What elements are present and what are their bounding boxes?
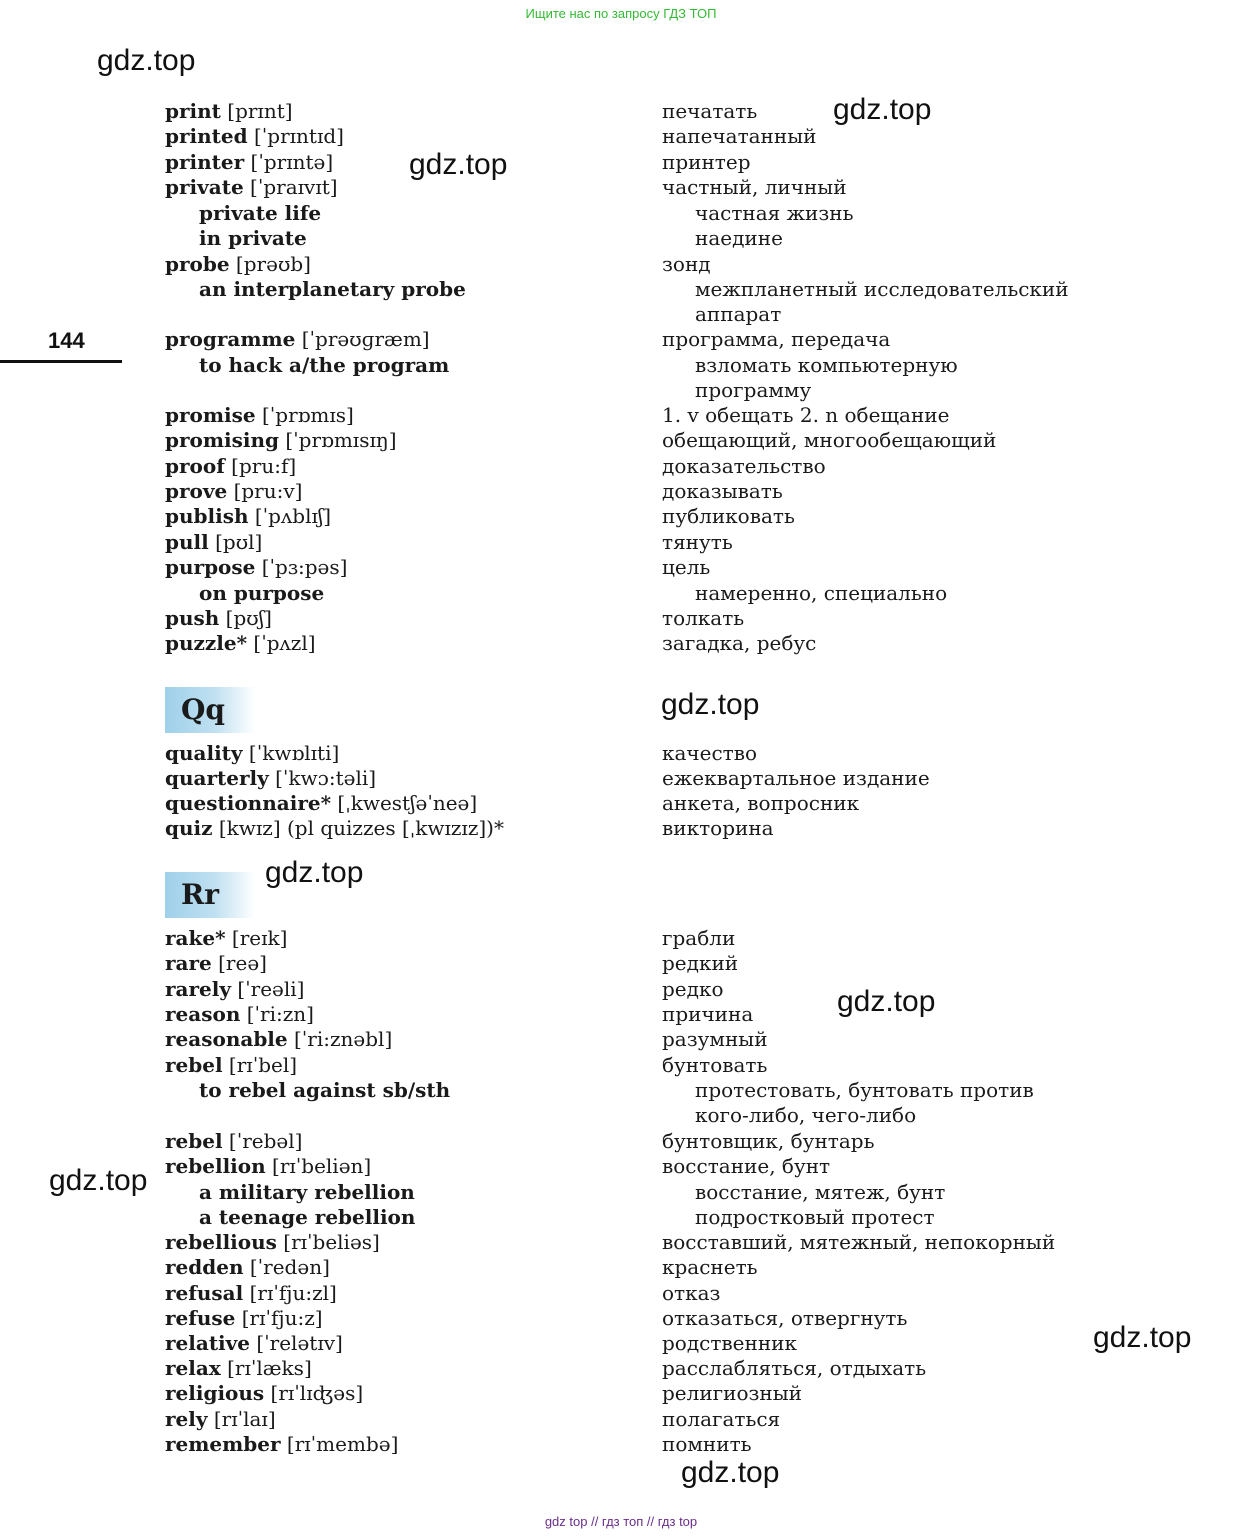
translation: отказ (662, 1281, 721, 1305)
phrase: an interplanetary probe (199, 277, 466, 301)
watermark: gdz.top (265, 856, 364, 889)
transcription: [ˈpraɪvɪt] (243, 175, 338, 199)
watermark: gdz.top (49, 1164, 148, 1197)
transcription: [pru:f] (224, 454, 297, 478)
transcription: [rɪˈfju:zl] (243, 1281, 337, 1305)
watermark: gdz.top (833, 93, 932, 126)
translation: программа, передача (662, 327, 891, 351)
example-phrase (199, 1205, 415, 1230)
phrase: to rebel against sb/sth (199, 1078, 451, 1102)
translation: частный, личный (662, 175, 847, 199)
example-phrase (199, 353, 449, 378)
headword: private (165, 175, 244, 199)
transcription: [ˈprɪntɪd] (247, 124, 344, 148)
headword-line (165, 977, 304, 1002)
translation: качество (662, 741, 758, 765)
headword: rake* (165, 926, 226, 950)
translation: восстание, бунт (662, 1154, 831, 1178)
transcription: [prɪnt] (220, 99, 293, 123)
headword-line (165, 606, 272, 631)
headword-line (165, 454, 296, 479)
transcription: [rɪˈbeliəs] (276, 1230, 380, 1254)
translation: загадка, ребус (662, 631, 817, 655)
phrase: private life (199, 201, 322, 225)
translation: 1. v обещать 2. n обещание (662, 403, 950, 427)
transcription: [ˈpɜ:pəs] (255, 555, 348, 579)
translation: причина (662, 1002, 754, 1026)
phrase: in private (199, 226, 307, 250)
headword-line (165, 816, 504, 841)
translation: частная жизнь (695, 201, 854, 225)
headword: programme (165, 327, 296, 351)
headword: rely (165, 1407, 208, 1431)
headword: rebel (165, 1053, 223, 1077)
section-header-q (165, 687, 255, 733)
headword: reason (165, 1002, 241, 1026)
translation: аппарат (695, 302, 782, 326)
transcription: [reə] (211, 951, 267, 975)
headword: refuse (165, 1306, 236, 1330)
translation: обещающий, многообещающий (662, 428, 997, 452)
headword-line (165, 1230, 380, 1255)
translation: тянуть (662, 530, 733, 554)
phrase: a military rebellion (199, 1180, 415, 1204)
translation: бунтовщик, бунтарь (662, 1129, 875, 1153)
transcription: [kwɪz] (pl quizzes [ˌkwɪzɪz])* (212, 816, 504, 840)
headword-line (165, 741, 339, 766)
headword: redden (165, 1255, 244, 1279)
transcription: [rɪˈlɪʤəs] (264, 1381, 364, 1405)
headword-line (165, 530, 262, 555)
headword-line (165, 1381, 363, 1406)
headword: printer (165, 150, 245, 174)
translation: родственник (662, 1331, 798, 1355)
translation: полагаться (662, 1407, 781, 1431)
headword: push (165, 606, 220, 630)
translation: напечатанный (662, 124, 817, 148)
headword-line (165, 1002, 314, 1027)
watermark: gdz.top (409, 148, 508, 181)
translation: программу (695, 378, 812, 402)
translation: намеренно, специально (695, 581, 948, 605)
footer-links: gdz top // гдз топ // гдз top (544, 1514, 698, 1529)
search-banner: Ищите нас по запросу ГДЗ ТОП (525, 6, 717, 21)
headword: remember (165, 1432, 281, 1456)
translation: разумный (662, 1027, 768, 1051)
phrase: on purpose (199, 581, 325, 605)
headword-line (165, 327, 430, 352)
headword-line (165, 926, 287, 951)
transcription: [ˈpʌzl] (247, 631, 316, 655)
translation: цель (662, 555, 711, 579)
transcription: [ˈkwɔ:təli] (268, 766, 377, 790)
headword-line (165, 766, 376, 791)
headword: rarely (165, 977, 231, 1001)
headword: probe (165, 252, 230, 276)
translation: печатать (662, 99, 758, 123)
headword: refusal (165, 1281, 244, 1305)
transcription: [ˈprəʊɡræm] (295, 327, 430, 351)
headword-line (165, 124, 344, 149)
transcription: [ˈrelətɪv] (250, 1331, 343, 1355)
translation: зонд (662, 252, 711, 276)
transcription: [ˈredən] (243, 1255, 330, 1279)
headword-line (165, 791, 477, 816)
transcription: [ˈprɒmɪs] (255, 403, 354, 427)
example-phrase (199, 1078, 450, 1103)
watermark: gdz.top (661, 688, 760, 721)
translation: толкать (662, 606, 745, 630)
page-number-rule (0, 360, 122, 363)
example-phrase (199, 1180, 415, 1205)
headword-line (165, 1027, 392, 1052)
headword-line (165, 951, 267, 976)
example-phrase (199, 581, 324, 606)
headword: relative (165, 1331, 250, 1355)
transcription: [ˈkwɒlɪti] (242, 741, 340, 765)
transcription: [rɪˈlaɪ] (207, 1407, 276, 1431)
example-phrase (199, 277, 466, 302)
headword: relax (165, 1356, 221, 1380)
headword: quiz (165, 816, 213, 840)
headword-line (165, 428, 397, 453)
section-header-r (165, 872, 255, 918)
headword-line (165, 1281, 337, 1306)
headword: rebel (165, 1129, 223, 1153)
headword-line (165, 1356, 312, 1381)
translation: помнить (662, 1432, 752, 1456)
headword-line (165, 555, 347, 580)
translation: протестовать, бунтовать против (695, 1078, 1034, 1102)
translation: расслабляться, отдыхать (662, 1356, 927, 1380)
headword-line (165, 175, 338, 200)
headword-line (165, 99, 293, 124)
headword-line (165, 1407, 276, 1432)
watermark: gdz.top (1093, 1321, 1192, 1354)
headword: rebellion (165, 1154, 266, 1178)
translation: религиозный (662, 1381, 803, 1405)
transcription: [ˈrebəl] (222, 1129, 303, 1153)
headword: publish (165, 504, 249, 528)
translation: восстание, мятеж, бунт (695, 1180, 946, 1204)
headword-line (165, 1154, 371, 1179)
translation: наедине (695, 226, 783, 250)
translation: публиковать (662, 504, 795, 528)
translation: ежеквартальное издание (662, 766, 930, 790)
headword-line (165, 479, 302, 504)
translation: принтер (662, 150, 751, 174)
headword: rare (165, 951, 212, 975)
headword: rebellious (165, 1230, 277, 1254)
transcription: [reɪk] (225, 926, 288, 950)
transcription: [rɪˈfju:z] (235, 1306, 323, 1330)
headword: printed (165, 124, 248, 148)
translation: редкий (662, 951, 739, 975)
transcription: [ˈri:znəbl] (287, 1027, 393, 1051)
section-letter-q: Qq (181, 693, 225, 726)
transcription: [ˈreəli] (230, 977, 305, 1001)
headword-line (165, 1306, 323, 1331)
transcription: [ˈprɪntə] (244, 150, 334, 174)
transcription: [rɪˈbeliən] (265, 1154, 372, 1178)
translation: восставший, мятежный, непокорный (662, 1230, 1056, 1254)
transcription: [pʊʃ] (219, 606, 272, 630)
headword-line (165, 1053, 297, 1078)
phrase: a teenage rebellion (199, 1205, 416, 1229)
headword-line (165, 631, 316, 656)
headword: reasonable (165, 1027, 288, 1051)
headword-line (165, 252, 311, 277)
headword-line (165, 504, 331, 529)
translation: краснеть (662, 1255, 758, 1279)
headword-line (165, 1129, 302, 1154)
headword: quarterly (165, 766, 269, 790)
headword: proof (165, 454, 225, 478)
transcription: [ˈpʌblɪʃ] (248, 504, 332, 528)
headword-line (165, 150, 333, 175)
transcription: [ˌkwestʃəˈneə] (331, 791, 478, 815)
headword: quality (165, 741, 243, 765)
headword: promising (165, 428, 280, 452)
translation: анкета, вопросник (662, 791, 860, 815)
example-phrase (199, 226, 307, 251)
translation: грабли (662, 926, 736, 950)
headword-line (165, 1432, 398, 1457)
translation: подростковый протест (695, 1205, 935, 1229)
section-letter-r: Rr (181, 878, 220, 911)
transcription: [ˈprɒmɪsɪŋ] (279, 428, 397, 452)
transcription: [rɪˈbel] (222, 1053, 298, 1077)
headword: promise (165, 403, 256, 427)
headword: pull (165, 530, 209, 554)
transcription: [pru:v] (227, 479, 303, 503)
watermark: gdz.top (97, 44, 196, 77)
transcription: [rɪˈmembə] (280, 1432, 399, 1456)
headword: religious (165, 1381, 265, 1405)
headword: puzzle* (165, 631, 248, 655)
translation: викторина (662, 816, 774, 840)
headword: questionnaire* (165, 791, 332, 815)
headword-line (165, 403, 354, 428)
translation: кого-либо, чего-либо (695, 1103, 917, 1127)
transcription: [prəʊb] (229, 252, 311, 276)
transcription: [pʊl] (208, 530, 263, 554)
example-phrase (199, 201, 321, 226)
watermark: gdz.top (837, 985, 936, 1018)
translation: редко (662, 977, 724, 1001)
translation: взломать компьютерную (695, 353, 958, 377)
headword-line (165, 1331, 343, 1356)
transcription: [rɪˈlæks] (220, 1356, 312, 1380)
translation: доказывать (662, 479, 783, 503)
translation: бунтовать (662, 1053, 768, 1077)
headword: purpose (165, 555, 256, 579)
translation: отказаться, отвергнуть (662, 1306, 908, 1330)
phrase: to hack a/the program (199, 353, 450, 377)
headword: prove (165, 479, 228, 503)
translation: межпланетный исследовательский (695, 277, 1069, 301)
watermark: gdz.top (681, 1456, 780, 1489)
headword-line (165, 1255, 330, 1280)
translation: доказательство (662, 454, 826, 478)
transcription: [ˈri:zn] (240, 1002, 314, 1026)
page-number: 144 (48, 328, 85, 353)
headword: print (165, 99, 221, 123)
